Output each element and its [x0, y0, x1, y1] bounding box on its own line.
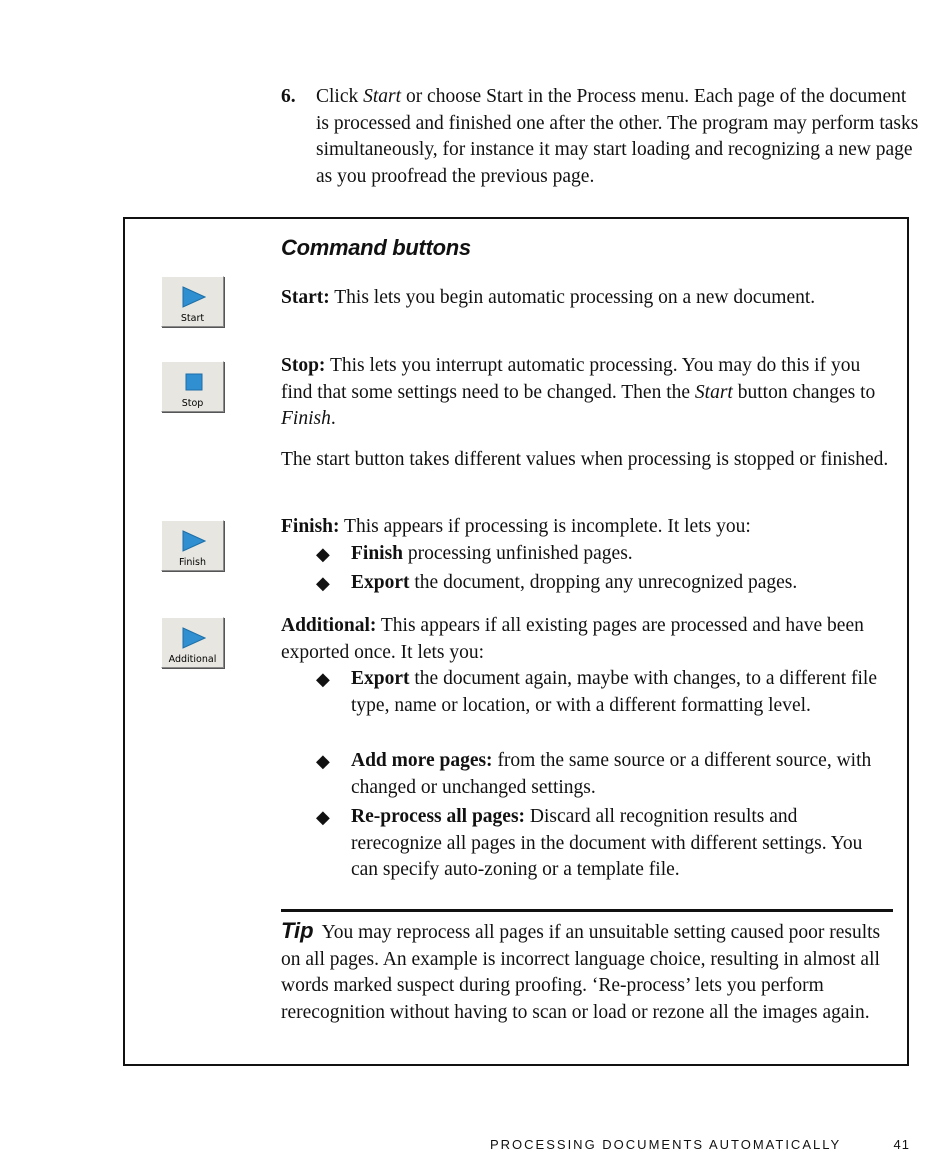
list-item: ◆ Export the document, dropping any unrecognized pages.: [316, 570, 886, 597]
list-item: ◆ Finish processing unfinished pages.: [316, 541, 886, 568]
list-item: ◆ Export the document again, maybe with changes, to a different file type, name or location, or with a different formatting level.: [316, 668, 877, 716]
stop-button-label: Stop: [181, 398, 204, 409]
start-description: Start: This lets you begin automatic processing on a new document.: [281, 287, 816, 308]
footer-section-title: PROCESSING DOCUMENTS AUTOMATICALLY: [490, 1137, 842, 1152]
play-icon: [182, 530, 206, 552]
additional-button[interactable]: [161, 617, 224, 668]
diamond-bullet-icon: ◆: [316, 544, 330, 564]
finish-description: Finish: This appears if processing is incomplete. It lets you:: [281, 516, 751, 537]
list-item: ◆ Add more pages: from the same source or a different source, with changed or unchanged settings.: [316, 750, 872, 798]
diamond-bullet-icon: ◆: [316, 751, 330, 771]
step-6: [281, 84, 921, 190]
stop-button[interactable]: [161, 361, 224, 412]
play-icon: [182, 286, 206, 308]
finish-button[interactable]: [161, 520, 224, 571]
play-icon: [182, 627, 206, 649]
page-footer: [490, 1137, 910, 1152]
list-item: ◆ Re-process all pages: Discard all recognition results and rerecognize all pages in the document with different settings. You can specify auto-zoning or a template file.: [316, 806, 863, 880]
additional-button-label: Additional: [168, 654, 217, 665]
page-number: 41: [893, 1137, 910, 1152]
finish-button-label: Finish: [178, 557, 207, 568]
diamond-bullet-icon: ◆: [316, 573, 330, 593]
tip-label: Tip: [281, 918, 314, 943]
additional-description: Additional: This appears if all existing pages are processed and have been exported once. It lets you:: [281, 615, 864, 663]
diamond-bullet-icon: ◆: [316, 807, 330, 827]
tip-divider: [281, 909, 893, 912]
stop-icon: [184, 372, 208, 394]
start-button-label: Start: [180, 313, 205, 324]
stop-description: Stop: This lets you interrupt automatic processing. You may do this if you find that some settings need to be changed. Then the Start button changes to Finish.: [281, 355, 876, 429]
start-button[interactable]: [161, 276, 224, 327]
start-values-note: The start button takes different values when processing is stopped or finished.: [281, 449, 889, 470]
step-number: 6.: [281, 86, 296, 107]
diamond-bullet-icon: ◆: [316, 669, 330, 689]
tip-text: Tip You may reprocess all pages if an unsuitable setting caused poor results on all pages. An example is incorrect language choice, resulting in almost all words marked suspect during proofing. ‘Re-process’ lets you perform rerecognition without having to scan or load or rezone all the images again.: [281, 918, 881, 1023]
box-heading: Command buttons: [281, 235, 471, 260]
step-text: Click Start or choose Start in the Process menu. Each page of the document is processed and finished one after the other. The program may perform tasks simultaneously, for instance it may start loading and recognizing a new page as you proofread the previous page.: [316, 86, 919, 187]
